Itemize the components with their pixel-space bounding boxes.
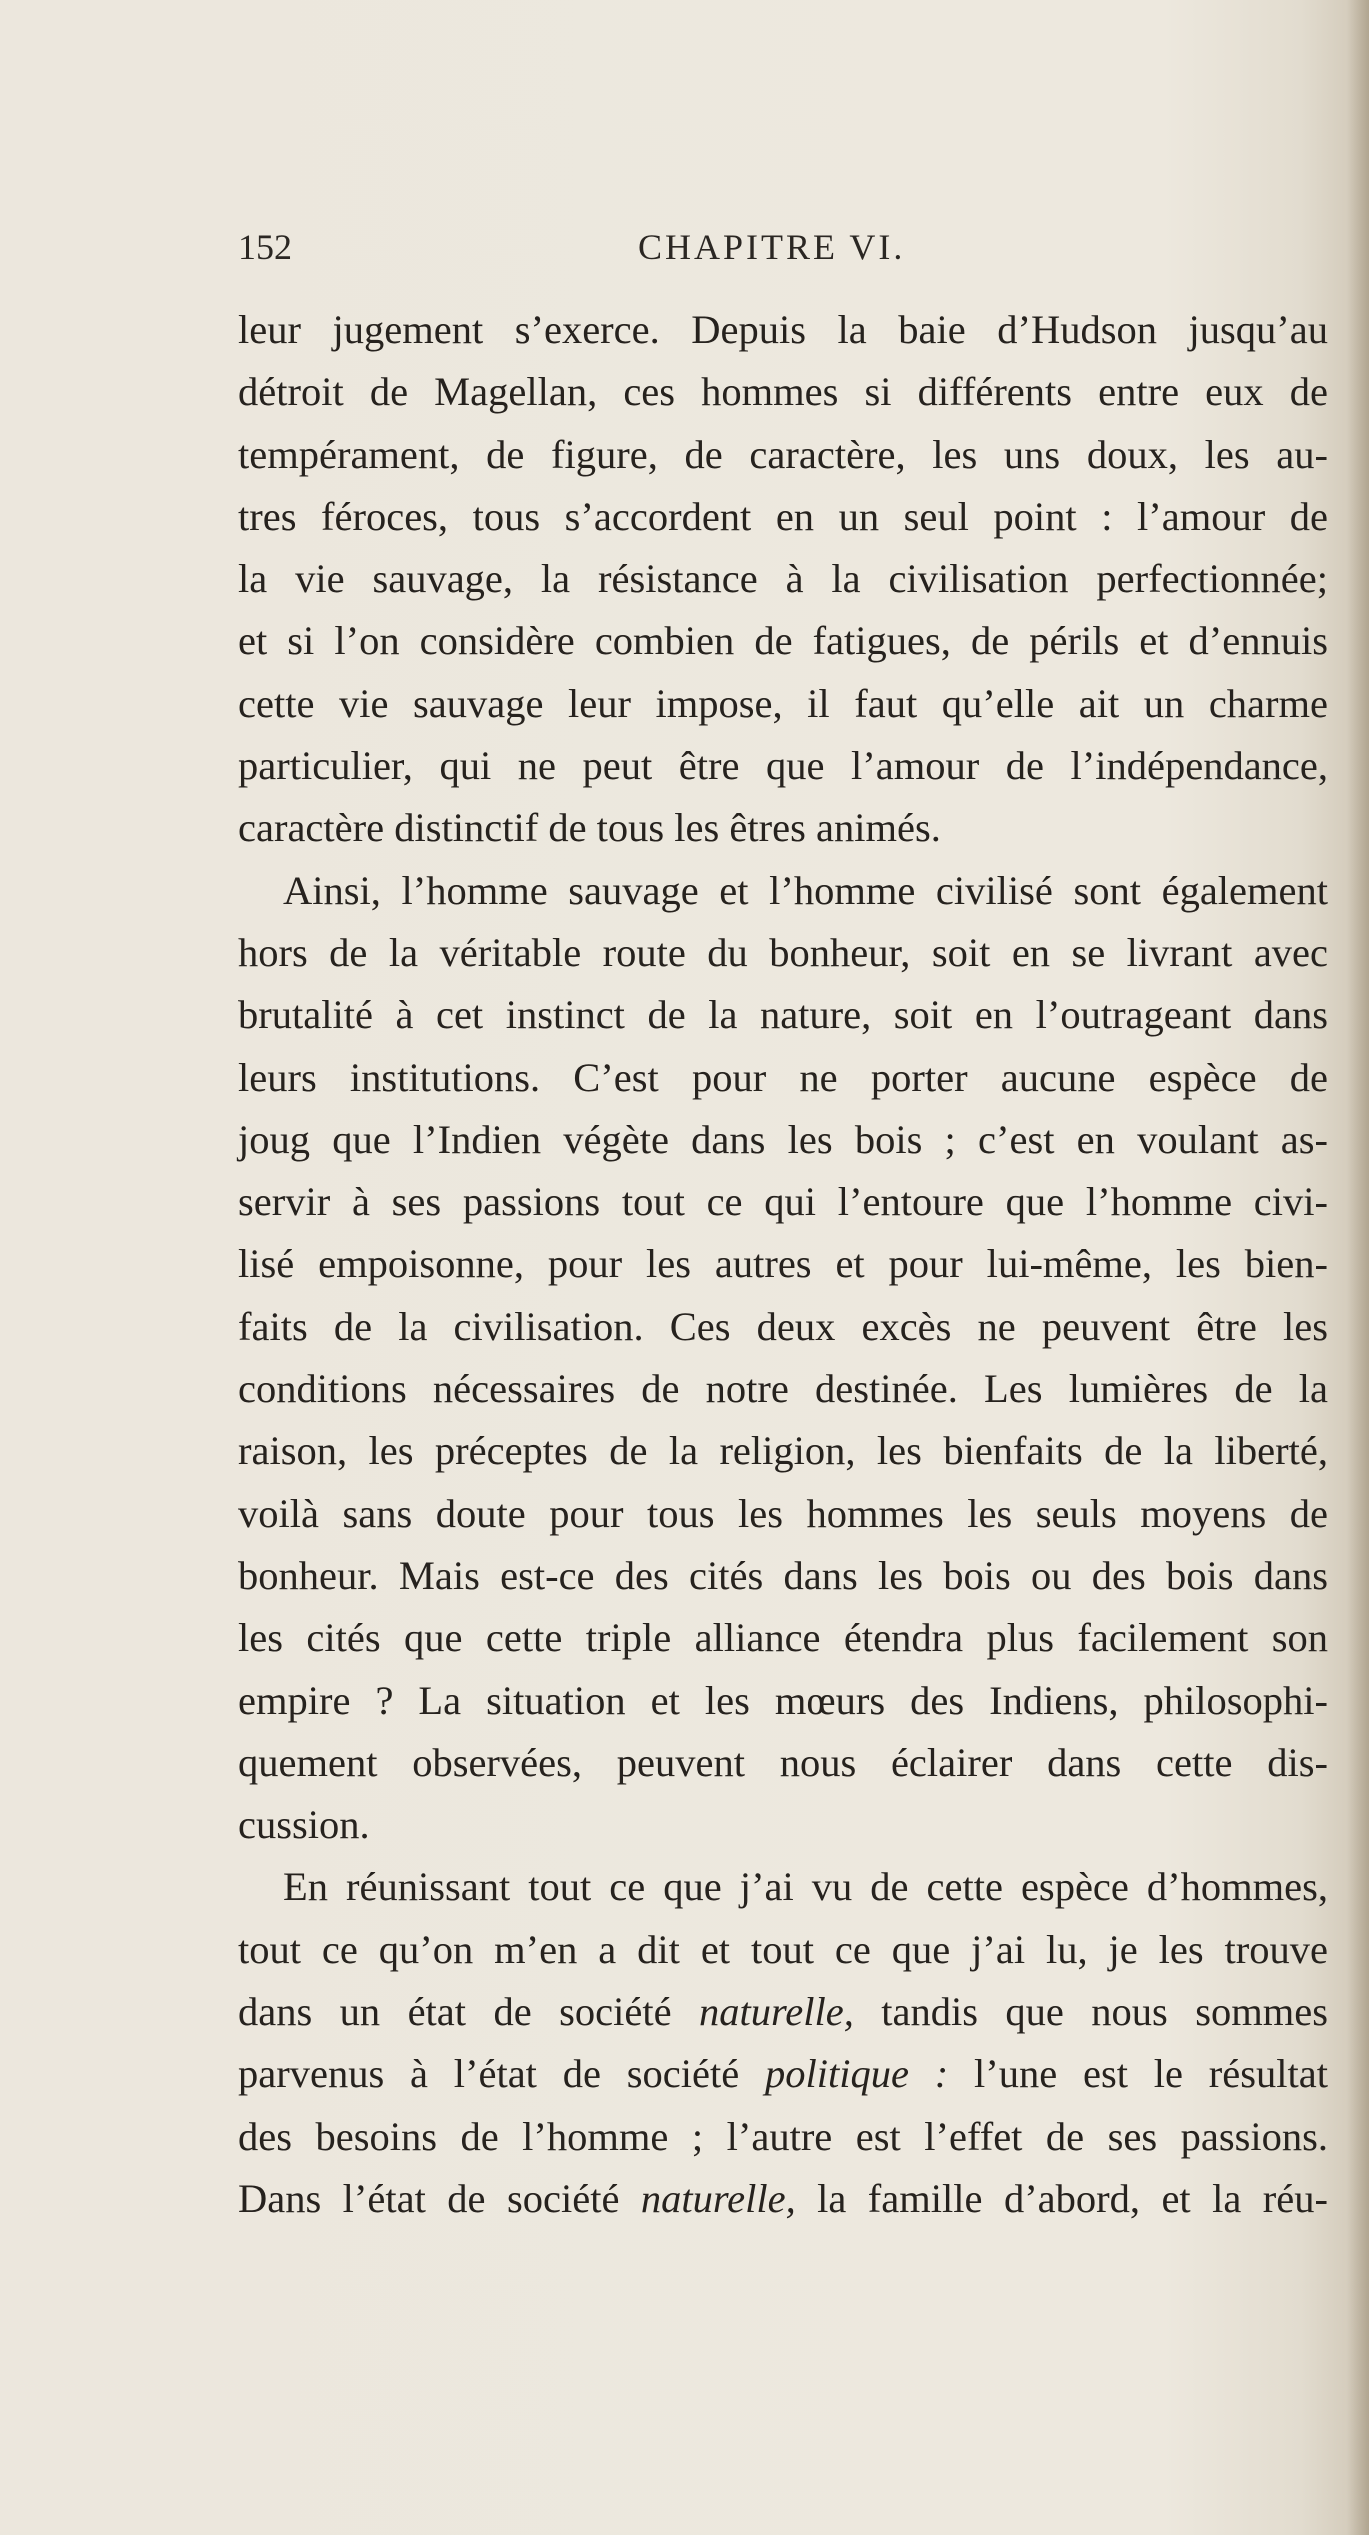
text-segment: la famille d’abord, et la réu- (795, 2175, 1328, 2221)
text-line: caractère distinctif de tous les êtres animés. (238, 805, 941, 851)
text-segment: Dans l’état de société (238, 2175, 641, 2221)
text-line: les cités que cette triple alliance étendra plus facilement son (238, 1615, 1328, 1661)
italic-term: naturelle, (640, 2175, 796, 2221)
text-line: hors de la véritable route du bonheur, soit en se livrant avec (238, 929, 1328, 975)
text-line: brutalité à cet instinct de la nature, soit en l’outrageant dans (238, 992, 1328, 1038)
text-line: raison, les préceptes de la religion, les bienfaits de la liberté, (238, 1428, 1328, 1474)
text-line: servir à ses passions tout ce qui l’entoure que l’homme civi- (238, 1179, 1328, 1225)
text-segment: parvenus à l’état de société (238, 2051, 765, 2097)
text-line: conditions nécessaires de notre destinée. Les lumières de la (238, 1366, 1328, 1412)
running-head (238, 226, 1328, 276)
italic-term: politique : (764, 2051, 949, 2097)
text-line: faits de la civilisation. Ces deux excès ne peuvent être les (238, 1303, 1328, 1349)
page-edge-shadow (1347, 0, 1369, 2535)
text-line: la vie sauvage, la résistance à la civilisation perfectionnée; (238, 556, 1328, 602)
text-line: et si l’on considère combien de fatigues, de périls et d’ennuis (238, 618, 1328, 664)
text-line: lisé empoisonne, pour les autres et pour lui-même, les bien- (238, 1241, 1328, 1287)
text-line: voilà sans doute pour tous les hommes les seuls moyens de (238, 1490, 1328, 1536)
text-segment: l’une est le résultat (948, 2051, 1328, 2097)
text-line: tout ce qu’on m’en a dit et tout ce que j’ai lu, je les trouve (238, 1926, 1328, 1972)
text-line: joug que l’Indien végète dans les bois ; c’est en voulant as- (238, 1116, 1328, 1162)
text-line: leurs institutions. C’est pour ne porter aucune espèce de (238, 1054, 1328, 1100)
text-line: détroit de Magellan, ces hommes si différents entre eux de (238, 369, 1328, 415)
text-line (238, 2168, 1328, 2230)
text-line: cette vie sauvage leur impose, il faut qu’elle ait un charme (238, 680, 1328, 726)
text-line: bonheur. Mais est-ce des cités dans les bois ou des bois dans (238, 1552, 1328, 1598)
text-line: Ainsi, l’homme sauvage et l’homme civilisé sont également (283, 867, 1328, 913)
body-text (238, 299, 1328, 2230)
text-line: particulier, qui ne peut être que l’amour de l’indépendance, (238, 743, 1328, 789)
italic-term: naturelle, (698, 1989, 854, 2035)
text-line: En réunissant tout ce que j’ai vu de cette espèce d’hommes, (283, 1864, 1328, 1910)
text-line: leur jugement s’exerce. Depuis la baie d’Hudson jusqu’au (238, 307, 1328, 352)
text-segment: dans un état de société (238, 1989, 699, 2035)
chapter-heading: CHAPITRE VI. (638, 227, 906, 267)
text-line: tempérament, de figure, de caractère, les uns doux, les au- (238, 431, 1328, 477)
text-line (238, 2043, 1328, 2105)
text-line: empire ? La situation et les mœurs des Indiens, philosophi- (238, 1677, 1328, 1723)
text-segment: tandis que nous sommes (853, 1989, 1328, 2035)
page-number: 152 (238, 227, 292, 267)
text-line: cussion. (238, 1802, 370, 1848)
text-line (238, 1981, 1328, 2043)
text-line: tres féroces, tous s’accordent en un seul point : l’amour de (238, 493, 1328, 539)
text-line: des besoins de l’homme ; l’autre est l’effet de ses passions. (238, 2113, 1328, 2159)
text-line: quement observées, peuvent nous éclairer dans cette dis- (238, 1739, 1328, 1785)
